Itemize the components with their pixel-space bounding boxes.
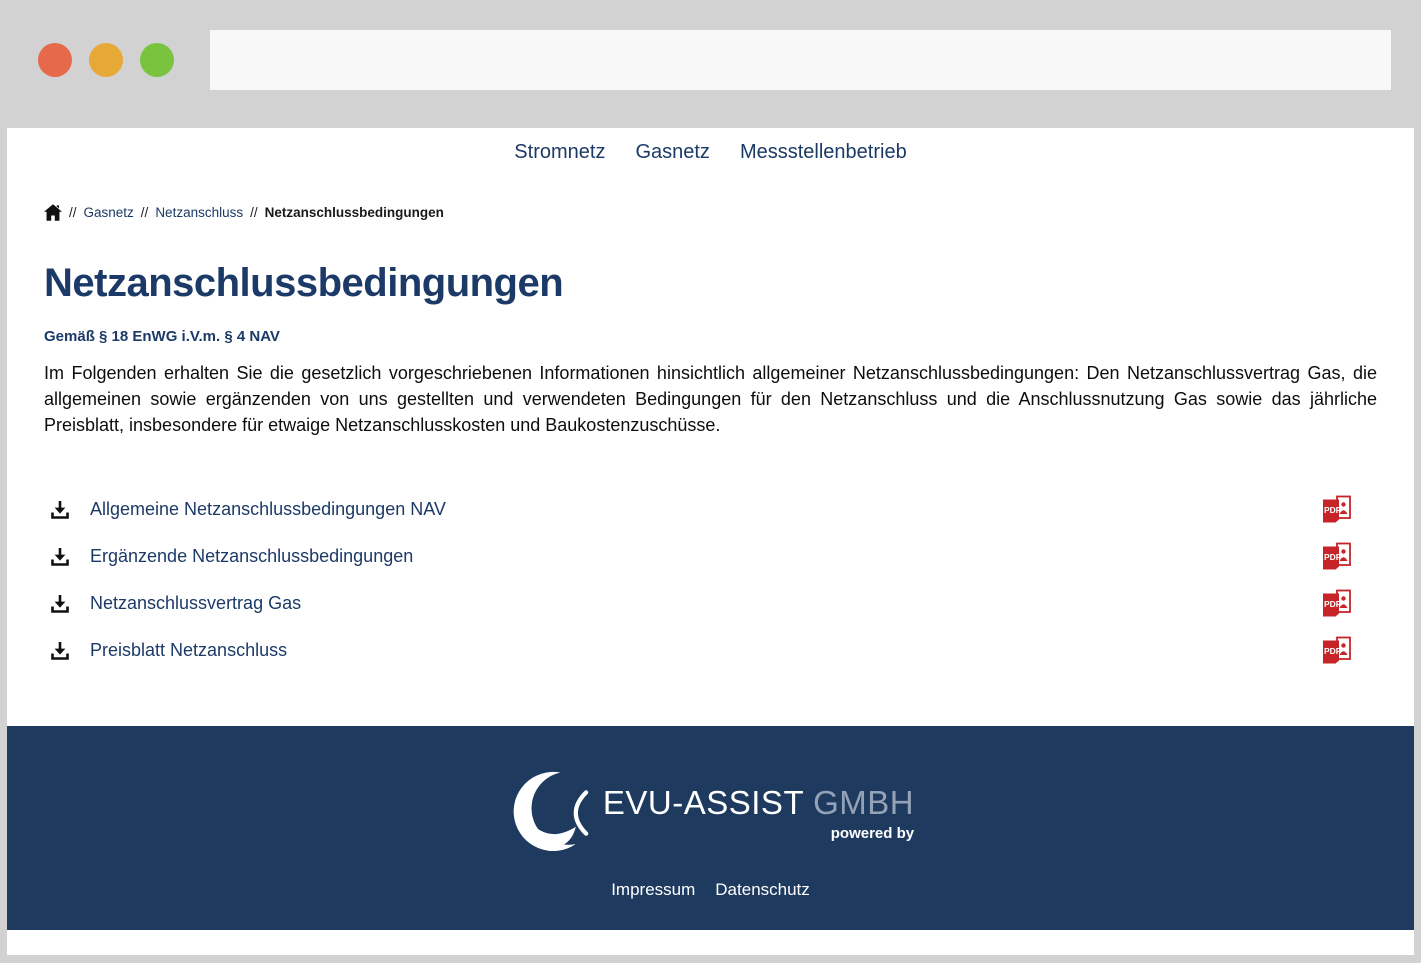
nav-item-gasnetz[interactable]: Gasnetz: [635, 141, 710, 163]
window-controls: [38, 43, 174, 77]
logo-suffix: GMBH: [813, 784, 915, 821]
download-icon: [49, 546, 71, 568]
logo-text: [603, 784, 914, 842]
breadcrumb-separator: //: [250, 205, 258, 220]
page-title: Netzanschlussbedingungen: [44, 261, 564, 305]
window-maximize-dot-icon[interactable]: [140, 43, 174, 77]
main-content: [7, 221, 1414, 674]
nav-item-messstellenbetrieb[interactable]: Messstellenbetrieb: [739, 141, 907, 163]
breadcrumb-link-gasnetz[interactable]: Gasnetz: [83, 205, 134, 220]
crescent-logo-icon: [507, 770, 593, 856]
svg-text:PDF: PDF: [1324, 551, 1341, 562]
svg-text:PDF: PDF: [1324, 645, 1341, 656]
download-link[interactable]: Allgemeine Netzanschlussbedingungen NAV: [90, 499, 446, 519]
logo-tagline: powered by: [830, 825, 915, 842]
home-icon[interactable]: [44, 204, 62, 221]
download-row: [44, 627, 1377, 674]
svg-text:PDF: PDF: [1324, 598, 1341, 609]
breadcrumb: [44, 204, 1414, 221]
breadcrumb-link-netzanschluss[interactable]: Netzanschluss: [155, 205, 244, 220]
download-icon: [49, 640, 71, 662]
footer-links: [611, 880, 810, 900]
download-row: [44, 533, 1377, 580]
pdf-file-icon[interactable]: [1322, 495, 1353, 525]
svg-text:PDF: PDF: [1324, 504, 1341, 515]
page-subtitle: Gemäß § 18 EnWG i.V.m. § 4 NAV: [44, 328, 280, 345]
footer-link-impressum[interactable]: Impressum: [611, 880, 696, 899]
download-row: [44, 486, 1377, 533]
download-icon: [49, 593, 71, 615]
breadcrumb-separator: //: [69, 205, 77, 220]
breadcrumb-current: Netzanschlussbedingungen: [264, 205, 444, 220]
browser-chrome: [0, 0, 1421, 128]
breadcrumb-separator: //: [140, 205, 149, 220]
logo-name: EVU-ASSIST: [602, 784, 805, 821]
browser-address-bar[interactable]: [210, 30, 1391, 90]
pdf-file-icon[interactable]: [1322, 589, 1353, 619]
pdf-file-icon[interactable]: [1322, 542, 1353, 572]
main-nav: [7, 128, 1414, 164]
intro-paragraph: Im Folgenden erhalten Sie die gesetzlich vorgeschriebenen Informationen hinsichtlich allgemeiner Netzanschlussbedingungen: Den Netzanschlussvertrag Gas, die allgemeinen sowie ergänzenden von uns gestellten und verwendeten Bedingungen für den Netzanschluss und die Anschlussnutzung Gas sowie das jährliche Preisblatt, insbesondere für etwaige Netzanschlusskosten und Baukostenzuschüsse.: [44, 363, 1377, 435]
pdf-file-icon[interactable]: [1322, 636, 1353, 666]
page: [7, 128, 1414, 955]
nav-item-stromnetz[interactable]: Stromnetz: [514, 141, 606, 163]
download-icon: [49, 499, 71, 521]
download-row: [44, 580, 1377, 627]
window-minimize-dot-icon[interactable]: [89, 43, 123, 77]
download-list: [44, 486, 1377, 674]
download-link[interactable]: Netzanschlussvertrag Gas: [90, 593, 302, 613]
window-close-dot-icon[interactable]: [38, 43, 72, 77]
download-link[interactable]: Preisblatt Netzanschluss: [90, 640, 288, 660]
download-link[interactable]: Ergänzende Netzanschlussbedingungen: [90, 546, 414, 566]
evu-assist-logo: [507, 770, 914, 856]
footer-link-datenschutz[interactable]: Datenschutz: [715, 880, 810, 899]
footer: [7, 726, 1414, 930]
